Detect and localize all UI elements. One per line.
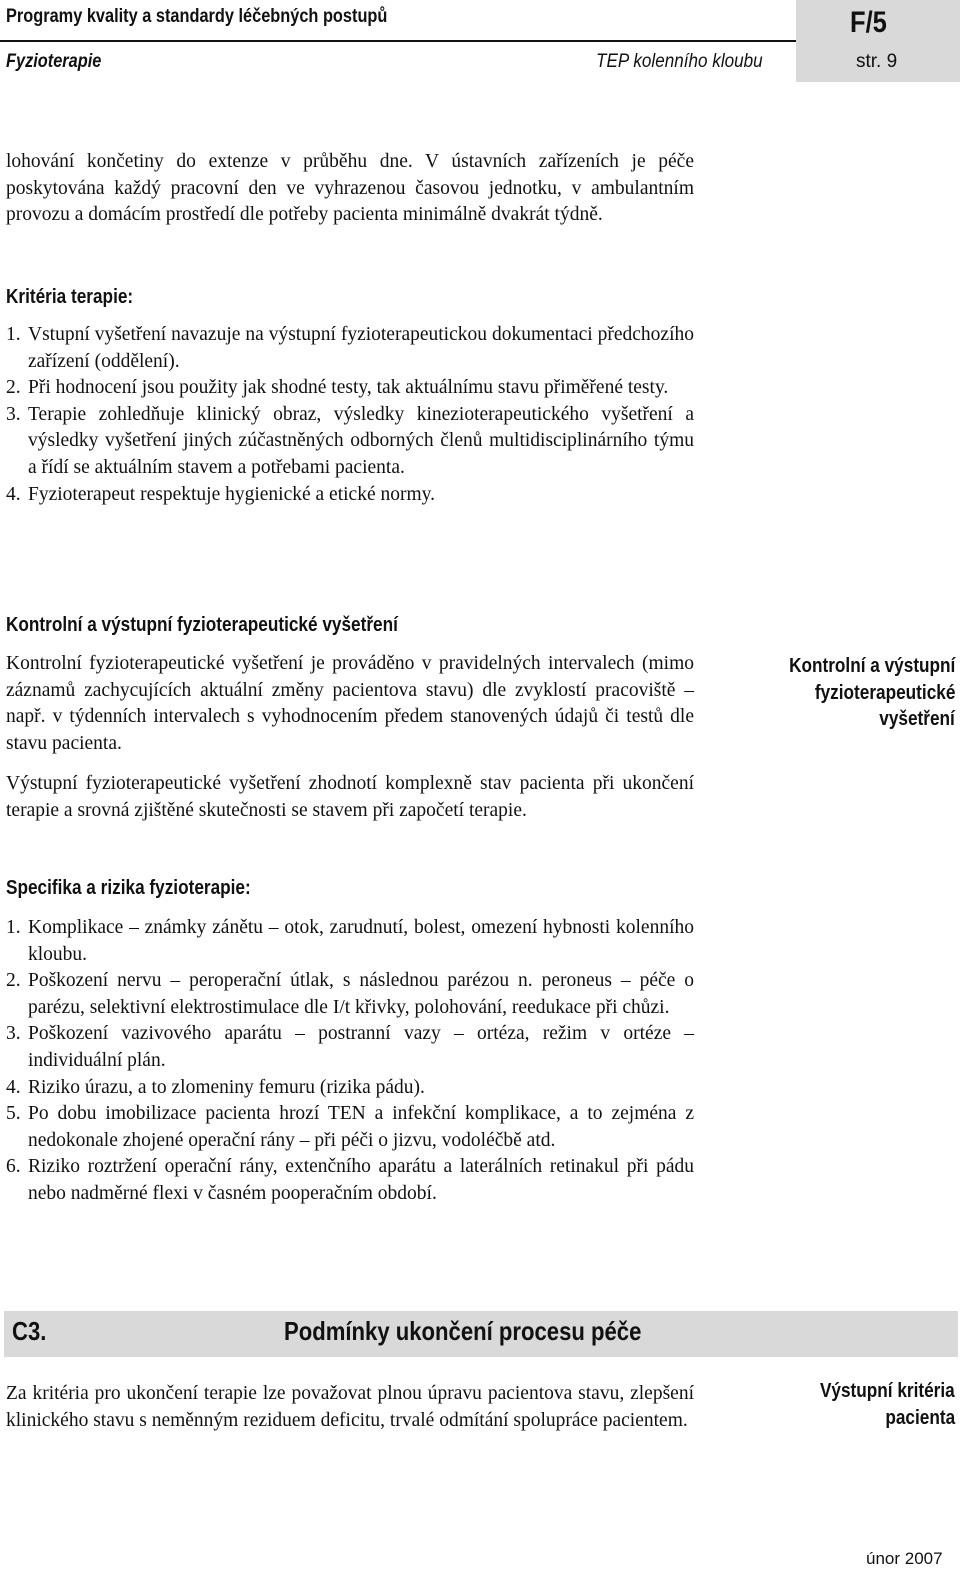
item-number: 6. — [6, 1156, 21, 1178]
item-text: Komplikace – známky zánětu – otok, zarudnutí, bolest, omezení hybnosti kolenního kloubu. — [28, 917, 694, 965]
list-item — [6, 1101, 694, 1154]
criteria-list — [6, 322, 694, 508]
section-label: Fyzioterapie — [6, 51, 102, 72]
item-text: Při hodnocení jsou použity jak shodné testy, tak aktuálnímu stavu přiměřené testy. — [28, 377, 669, 399]
control-side-note — [700, 653, 955, 733]
control-paragraph-2: Výstupní fyzioterapeutické vyšetření zhodnotí komplexně stav pacienta při ukončení terapie a srovná zjištěné skutečnosti se stavem při započetí terapie. — [6, 773, 694, 821]
item-text: Riziko roztržení operační rány, extenčního aparátu a laterálních retinakul při pádu nebo nadměrné flexi v časném pooperačním období. — [28, 1156, 694, 1204]
item-text: Riziko úrazu, a to zlomeniny femuru (rizika pádu). — [28, 1076, 425, 1098]
list-item — [6, 1021, 694, 1074]
criteria-heading: Kritéria terapie: — [6, 286, 134, 308]
side-note-line: pacienta — [885, 1406, 955, 1429]
list-item — [6, 1154, 694, 1207]
item-number: 2. — [6, 970, 21, 992]
item-number: 2. — [6, 377, 21, 399]
document-series-title: Programy kvality a standardy léčebných postupů — [6, 6, 388, 27]
page-number: str. 9 — [856, 51, 898, 72]
risks-list — [6, 915, 694, 1208]
list-item — [6, 375, 694, 402]
control-heading: Kontrolní a výstupní fyzioterapeutické vyšetření — [6, 614, 398, 636]
item-number: 3. — [6, 403, 21, 425]
document-code: F/5 — [850, 6, 887, 39]
item-text: Poškození vazivového aparátu – postranní vazy – ortéza, režim v ortéze – individuální plán. — [28, 1023, 694, 1071]
side-note-line: fyzioterapeutické — [814, 681, 955, 704]
item-number: 4. — [6, 483, 21, 505]
c3-paragraph: Za kritéria pro ukončení terapie lze považovat plnou úpravu pacientova stavu, zlepšení klinického stavu s neměnným reziduem deficitu, trvalé odmítání spolupráce pacientem. — [6, 1383, 694, 1431]
section-c3-title: Podmínky ukončení procesu péče — [284, 1316, 642, 1346]
item-text: Poškození nervu – peroperační útlak, s následnou parézou n. peroneus – péče o parézu, selektivní elektrostimulace dle I/t křivky, polohování, reedukace při chůzi. — [28, 970, 694, 1018]
list-item — [6, 915, 694, 968]
header-divider — [0, 40, 796, 42]
item-number: 5. — [6, 1103, 21, 1125]
item-text: Po dobu imobilizace pacienta hrozí TEN a infekční komplikace, a to zejména z nedokonale zhojené operační rány – při péči o jizvu, vodoléčbě atd. — [28, 1103, 694, 1151]
c3-side-note — [700, 1378, 955, 1431]
list-item — [6, 402, 694, 482]
list-item — [6, 482, 694, 509]
section-c3-code: C3. — [12, 1316, 47, 1346]
footer-date: únor 2007 — [866, 1549, 943, 1568]
list-item — [6, 322, 694, 375]
list-item — [6, 1075, 694, 1102]
item-number: 1. — [6, 324, 21, 345]
intro-paragraph: lohování končetiny do extenze v průběhu dne. V ústavních zařízeních je péče poskytována každý pracovní den ve vyhrazenou časovou jednotku, v ambulantním provozu a domácím prostředí dle potřeby pacienta minimálně dvakrát týdně. — [6, 151, 694, 226]
item-number: 1. — [6, 917, 21, 938]
item-text: Fyzioterapeut respektuje hygienické a etické normy. — [28, 483, 435, 505]
side-note-line: vyšetření — [879, 708, 955, 730]
item-text: Vstupní vyšetření navazuje na výstupní fyzioterapeutickou dokumentaci předchozího zařízení (oddělení). — [28, 324, 694, 372]
item-text: Terapie zohledňuje klinický obraz, výsledky kinezioterapeutického vyšetření a výsledky vyšetření jiných zúčastněných odborných členů multidisciplinárního týmu a řídí se aktuálním stavem a potřebami pacienta. — [28, 403, 694, 478]
list-item — [6, 968, 694, 1021]
risks-heading: Specifika a rizika fyzioterapie: — [6, 877, 251, 899]
item-number: 3. — [6, 1023, 21, 1045]
control-paragraph-1: Kontrolní fyzioterapeutické vyšetření je prováděno v pravidelných intervalech (mimo záznamů zachycujících aktuální změny pacientova stavu) dle zvyklostí pracoviště – např. v týdenních intervalech s vyhodnocením předem stanovených údajů či testů dle stavu pacienta. — [6, 653, 694, 754]
side-note-line: Kontrolní a výstupní — [788, 655, 955, 677]
side-note-line: Výstupní kritéria — [820, 1380, 955, 1402]
topic-label: TEP kolenního kloubu — [596, 51, 763, 72]
item-number: 4. — [6, 1076, 21, 1098]
